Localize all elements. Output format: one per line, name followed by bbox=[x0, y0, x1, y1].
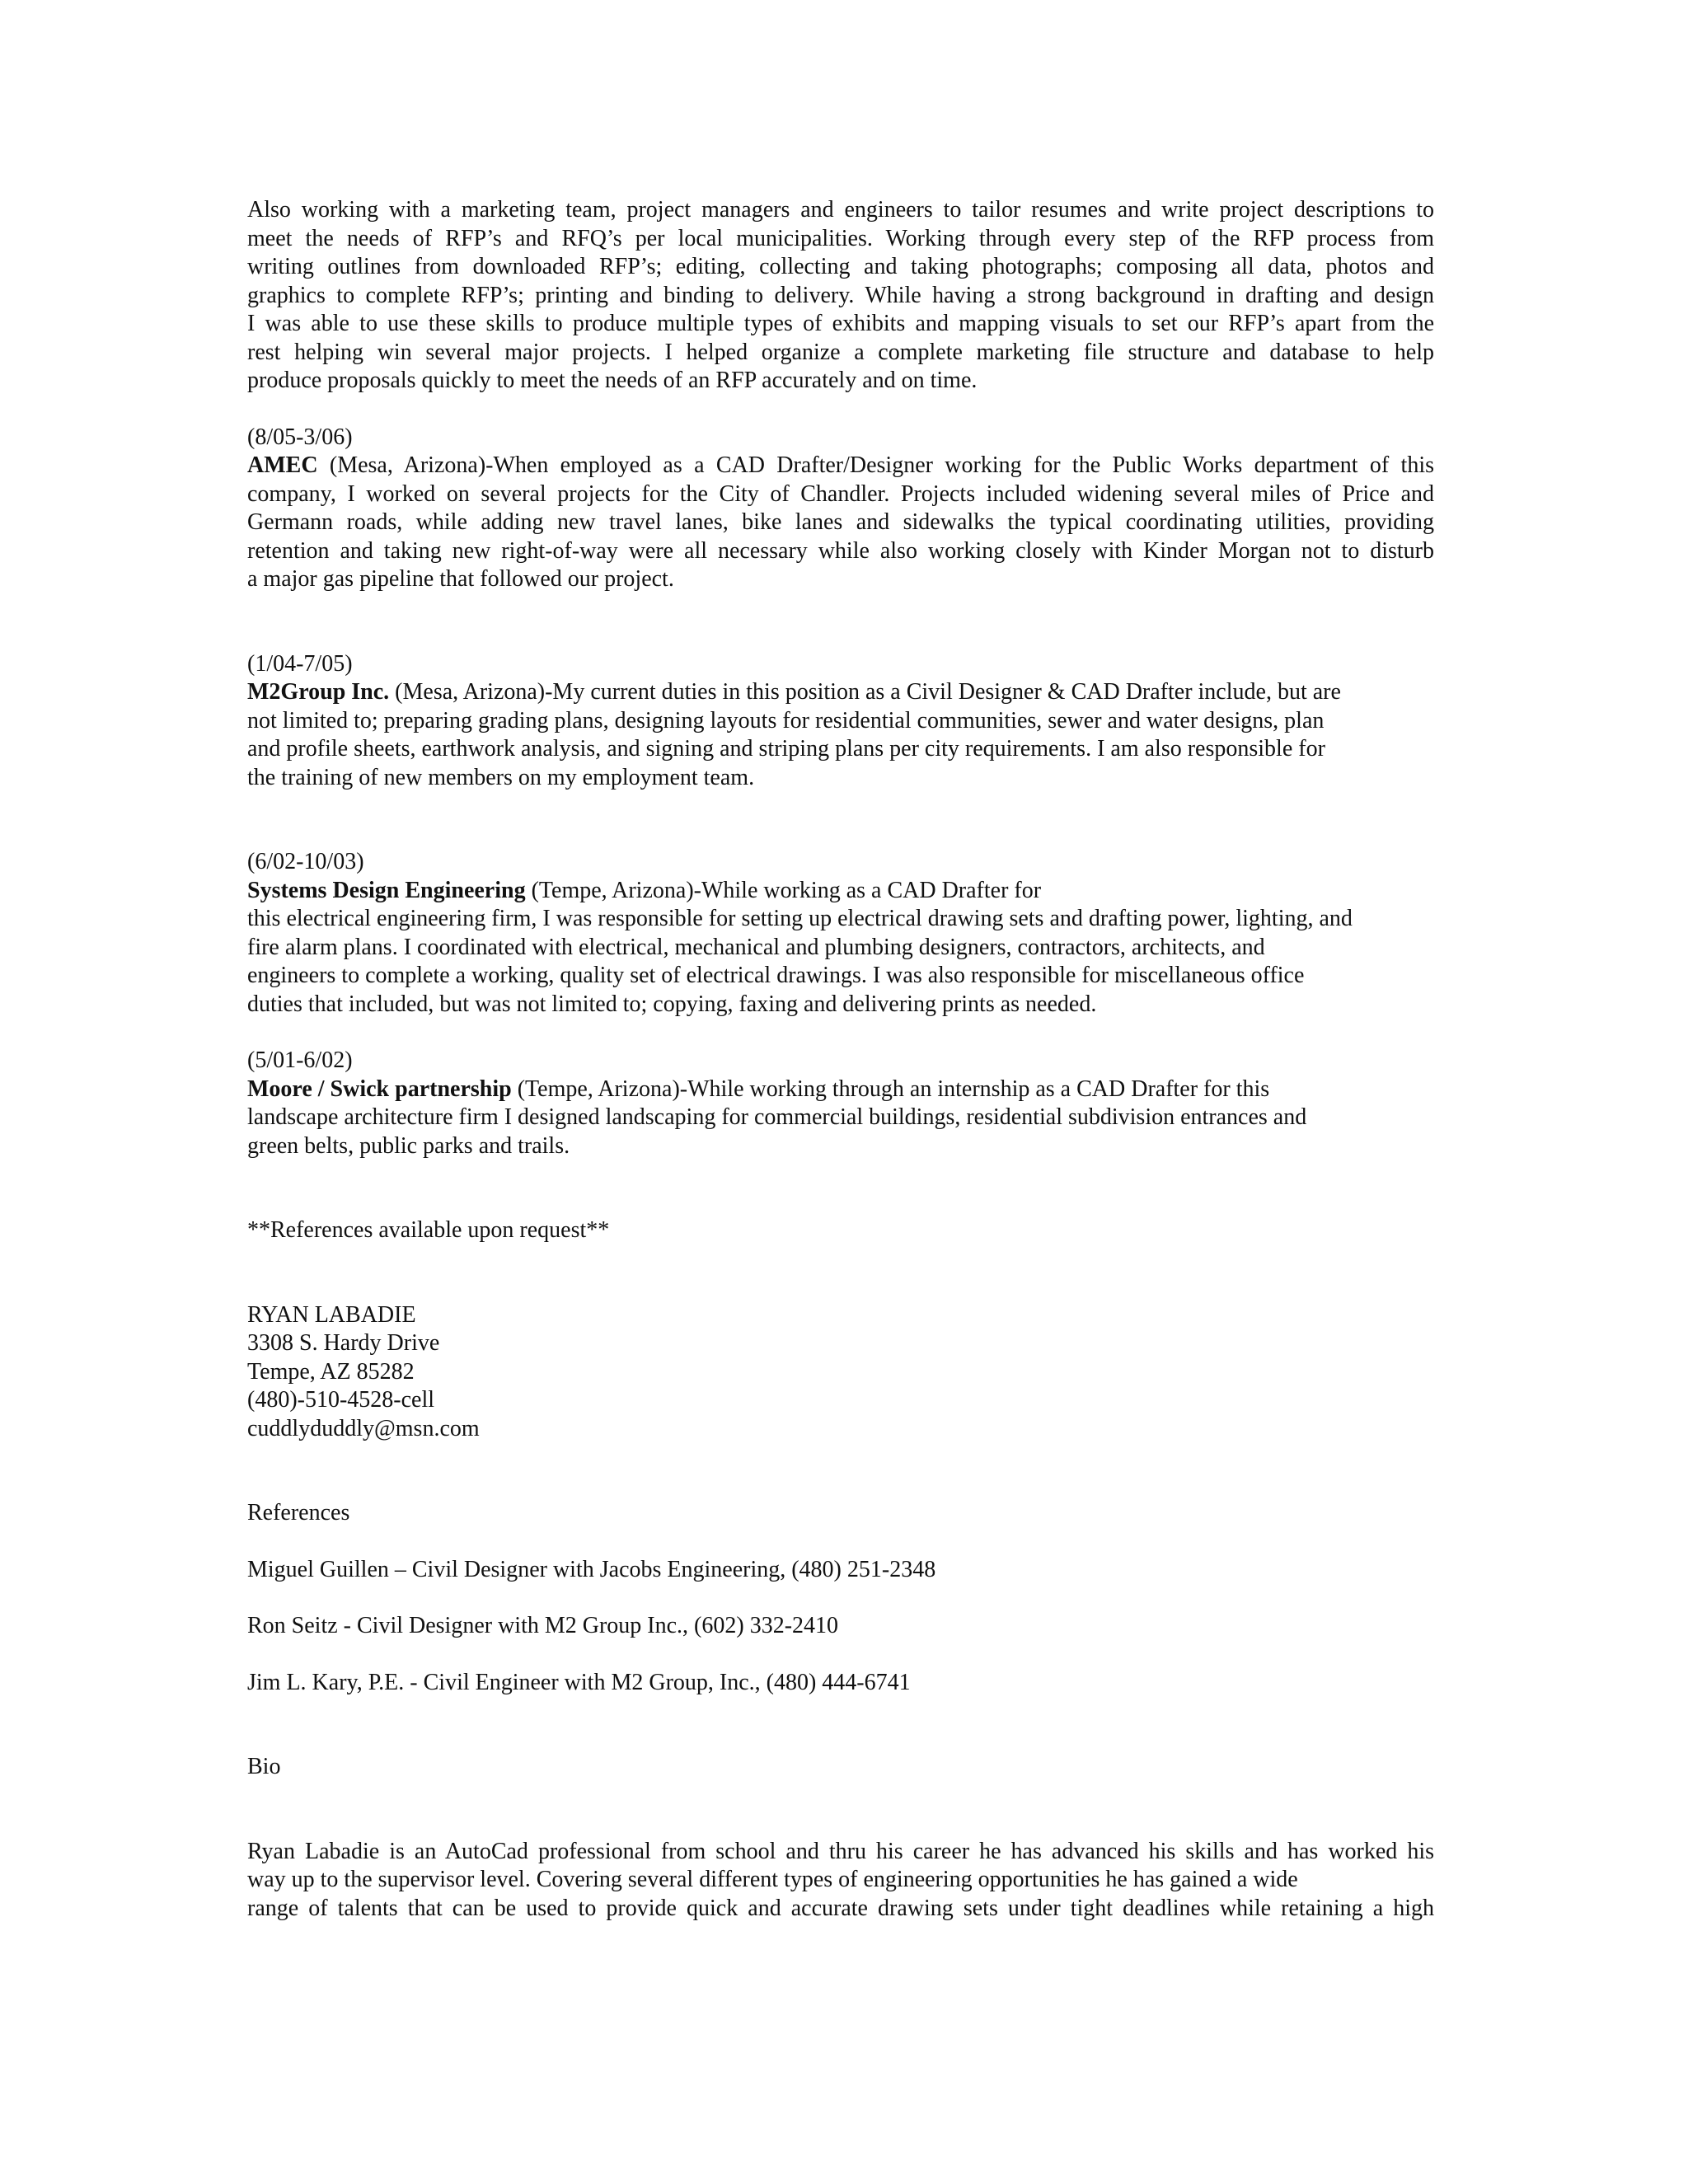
contact-block bbox=[247, 1301, 1434, 1444]
job-first-line-text: (Tempe, Arizona)-While working as a CAD Drafter for bbox=[525, 877, 1042, 903]
intro-line: writing outlines from downloaded RFP’s; editing, collecting and taking photographs; composing all data, photos and bbox=[247, 254, 1434, 279]
job-entry-systems-design bbox=[247, 848, 1434, 1019]
bio-line: way up to the supervisor level. Covering several different types of engineering opportunities he has gained a wide bbox=[247, 1867, 1298, 1892]
job-line: not limited to; preparing grading plans, designing layouts for residential communities, sewer and water designs, plan bbox=[247, 707, 1325, 733]
job-line: retention and taking new right-of-way were all necessary while also working closely with Kinder Morgan not to disturb bbox=[247, 537, 1434, 564]
job-line: duties that included, but was not limited to; copying, faxing and delivering prints as needed. bbox=[247, 991, 1097, 1017]
contact-phone: (480)-510-4528-cell bbox=[247, 1387, 435, 1413]
intro-line: I was able to use these skills to produce multiple types of exhibits and mapping visuals to set our RFP’s apart from the bbox=[247, 311, 1434, 336]
job-dates: (5/01-6/02) bbox=[247, 1047, 353, 1073]
intro-line: meet the needs of RFP’s and RFQ’s per local municipalities. Working through every step of the RFP process from bbox=[247, 225, 1434, 251]
job-company: Systems Design Engineering bbox=[247, 877, 526, 903]
job-first-line-text: (Mesa, Arizona)-When employed as a CAD Drafter/Designer working for the Public Works department of this bbox=[317, 452, 1434, 478]
job-entry-m2group bbox=[247, 650, 1434, 793]
references-available-note: **References available upon request** bbox=[247, 1217, 610, 1243]
job-line: engineers to complete a working, quality set of electrical drawings. I was also responsible for miscellaneous office bbox=[247, 963, 1305, 988]
job-company: Moore / Swick partnership bbox=[247, 1076, 512, 1102]
reference-item: Jim L. Kary, P.E. - Civil Engineer with M2 Group, Inc., (480) 444-6741 bbox=[247, 1669, 911, 1695]
job-company: AMEC bbox=[247, 452, 318, 478]
bio-heading: Bio bbox=[247, 1754, 281, 1779]
intro-line: graphics to complete RFP’s; printing and binding to delivery. While having a strong background in drafting and design bbox=[247, 282, 1434, 308]
job-first-line bbox=[247, 678, 1434, 707]
job-entry-amec bbox=[247, 424, 1434, 594]
job-line: this electrical engineering firm, I was responsible for setting up electrical drawing sets and drafting power, lighting, and bbox=[247, 906, 1353, 931]
reference-item: Ron Seitz - Civil Designer with M2 Group Inc., (602) 332-2410 bbox=[247, 1613, 839, 1638]
contact-name: RYAN LABADIE bbox=[247, 1301, 416, 1328]
intro-line: Also working with a marketing team, project managers and engineers to tailor resumes and write project descriptions to bbox=[247, 197, 1434, 223]
job-line: company, I worked on several projects for the City of Chandler. Projects included widening several miles of Price and bbox=[247, 480, 1434, 507]
intro-line: produce proposals quickly to meet the needs of an RFP accurately and on time. bbox=[247, 368, 978, 393]
job-line: a major gas pipeline that followed our project. bbox=[247, 566, 674, 592]
job-line: fire alarm plans. I coordinated with electrical, mechanical and plumbing designers, contractors, architects, and bbox=[247, 934, 1265, 960]
bio-line: Ryan Labadie is an AutoCad professional from school and thru his career he has advanced his skills and has worked his bbox=[247, 1838, 1434, 1864]
job-first-line-text: (Tempe, Arizona)-While working through an internship as a CAD Drafter for this bbox=[511, 1076, 1270, 1102]
job-line: and profile sheets, earthwork analysis, and signing and striping plans per city requirements. I am also responsible for bbox=[247, 736, 1325, 762]
job-line: the training of new members on my employment team. bbox=[247, 764, 755, 790]
job-first-line bbox=[247, 877, 1434, 906]
intro-line: rest helping win several major projects. I helped organize a complete marketing file structure and database to help bbox=[247, 339, 1434, 365]
reference-item: Miguel Guillen – Civil Designer with Jacobs Engineering, (480) 251-2348 bbox=[247, 1556, 936, 1582]
job-dates: (8/05-3/06) bbox=[247, 424, 353, 450]
bio-paragraph bbox=[247, 1838, 1434, 1924]
job-dates: (1/04-7/05) bbox=[247, 650, 353, 677]
job-first-line-text: (Mesa, Arizona)-My current duties in this position as a Civil Designer & CAD Drafter include, but are bbox=[389, 679, 1341, 705]
job-dates: (6/02-10/03) bbox=[247, 849, 364, 874]
job-entry-moore-swick bbox=[247, 1047, 1434, 1160]
contact-street: 3308 S. Hardy Drive bbox=[247, 1330, 440, 1356]
intro-paragraph bbox=[247, 196, 1434, 396]
resume-page bbox=[247, 196, 1434, 1923]
job-line: Germann roads, while adding new travel lanes, bike lanes and sidewalks the typical coordinating utilities, providing bbox=[247, 509, 1434, 535]
contact-city: Tempe, AZ 85282 bbox=[247, 1358, 415, 1385]
job-company: M2Group Inc. bbox=[247, 679, 390, 705]
job-first-line bbox=[247, 1076, 1434, 1104]
bio-line: range of talents that can be used to provide quick and accurate drawing sets under tight deadlines while retaining a high bbox=[247, 1895, 1434, 1921]
contact-email: cuddlyduddly@msn.com bbox=[247, 1415, 480, 1441]
references-heading: References bbox=[247, 1500, 350, 1526]
job-first-line bbox=[247, 452, 1434, 480]
job-line: landscape architecture firm I designed landscaping for commercial buildings, residential subdivision entrances and bbox=[247, 1104, 1307, 1130]
job-line: green belts, public parks and trails. bbox=[247, 1132, 570, 1159]
